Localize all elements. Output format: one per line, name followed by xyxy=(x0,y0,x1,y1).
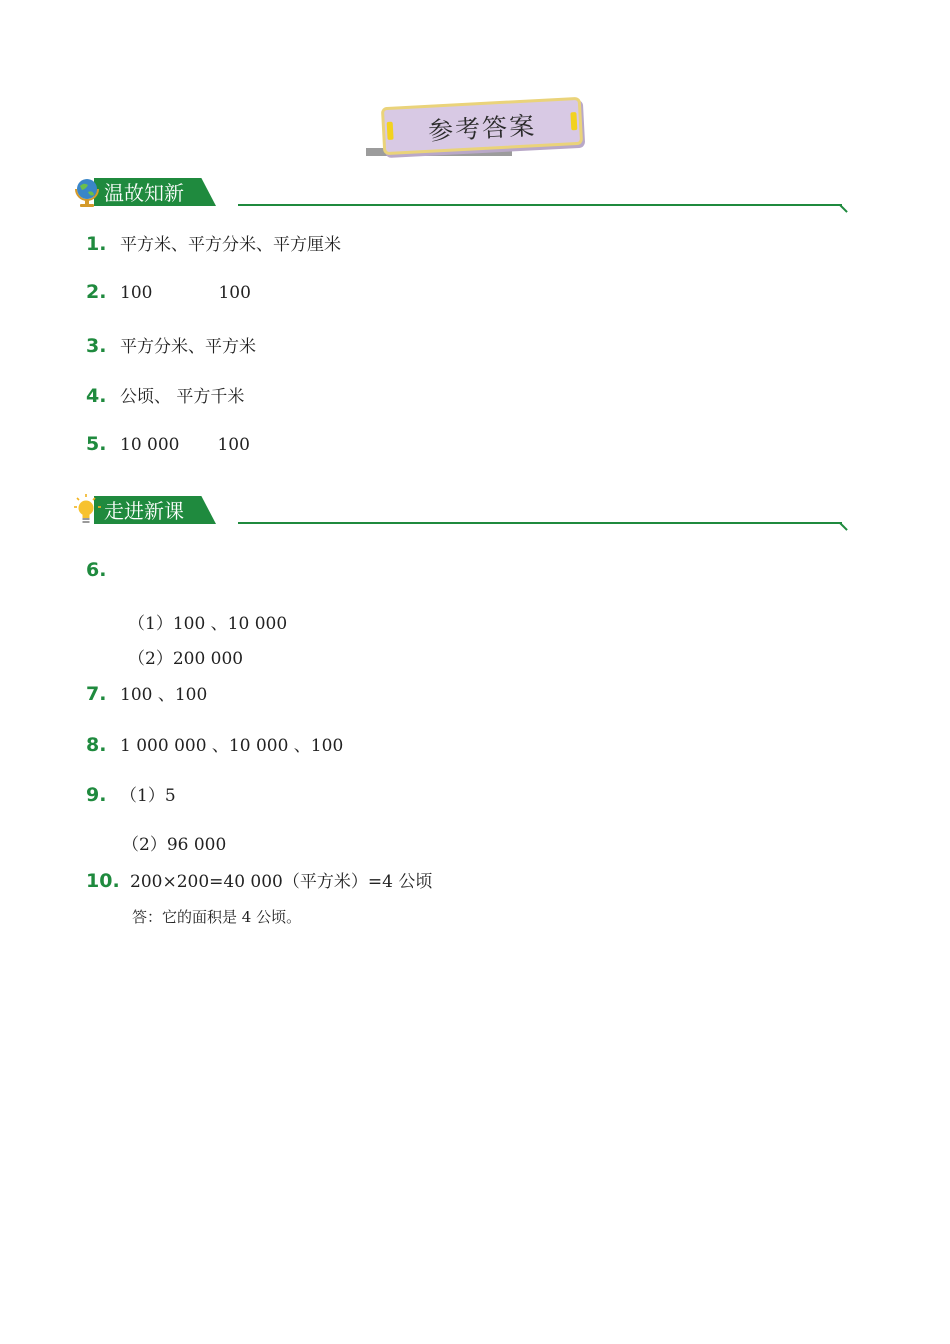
answer-item-8 xyxy=(86,731,343,761)
answer-item-6 xyxy=(86,559,120,589)
answer-number: 3. xyxy=(86,335,107,357)
answer-item-9 xyxy=(86,781,176,811)
answer-item-10 xyxy=(86,867,432,897)
answer-9-part-2: （2）96 000 xyxy=(122,835,227,855)
answer-6-part-2: （2）200 000 xyxy=(128,649,244,669)
answer-number: 7. xyxy=(86,683,107,705)
answer-item-3 xyxy=(86,332,256,362)
answer-text-first: 10 000 xyxy=(120,435,180,455)
page-title: 参考答案 xyxy=(427,111,537,146)
answer-number: 6. xyxy=(86,559,107,581)
section-header-newlesson xyxy=(74,494,854,528)
answer-text: 200×200=40 000（平方米）=4 公顷 xyxy=(130,872,433,892)
answer-9-part-1: （1）5 xyxy=(120,786,176,806)
section-rule xyxy=(238,204,842,206)
answer-number: 2. xyxy=(86,281,107,303)
answer-text-first: 100 xyxy=(120,283,153,303)
title-plate xyxy=(381,97,583,155)
answer-number: 8. xyxy=(86,734,107,756)
section-header-review xyxy=(74,176,854,210)
section-rule xyxy=(238,522,842,524)
answer-text: 平方分米、平方米 xyxy=(120,337,256,357)
answer-text-second: 100 xyxy=(217,435,250,455)
globe-icon xyxy=(74,176,102,208)
answer-number: 10. xyxy=(86,870,120,892)
answer-10-note: 答：它的面积是 4 公顷。 xyxy=(132,908,302,926)
answer-item-1 xyxy=(86,230,341,260)
answer-item-4 xyxy=(86,382,244,412)
answer-text: 公顷、 平方千米 xyxy=(120,387,245,407)
answer-text: 1 000 000 、10 000 、100 xyxy=(120,736,344,756)
answer-number: 5. xyxy=(86,433,107,455)
answer-number: 1. xyxy=(86,233,107,255)
section-title: 温故知新 xyxy=(104,181,184,205)
section-rule-end xyxy=(839,204,847,212)
answer-text: 100 、100 xyxy=(120,685,208,705)
section-title: 走进新课 xyxy=(104,499,184,523)
answer-number: 4. xyxy=(86,385,107,407)
answer-text-second: 100 xyxy=(218,283,251,303)
title-banner xyxy=(366,96,582,160)
answer-text: 平方米、平方分米、平方厘米 xyxy=(120,235,341,255)
answer-item-2 xyxy=(86,281,251,311)
answer-item-7 xyxy=(86,680,207,710)
answer-6-part-1: （1）100 、10 000 xyxy=(128,614,288,634)
section-rule-end xyxy=(839,522,847,530)
lightbulb-icon xyxy=(74,494,102,526)
answer-item-5 xyxy=(86,433,250,463)
answer-number: 9. xyxy=(86,784,107,806)
